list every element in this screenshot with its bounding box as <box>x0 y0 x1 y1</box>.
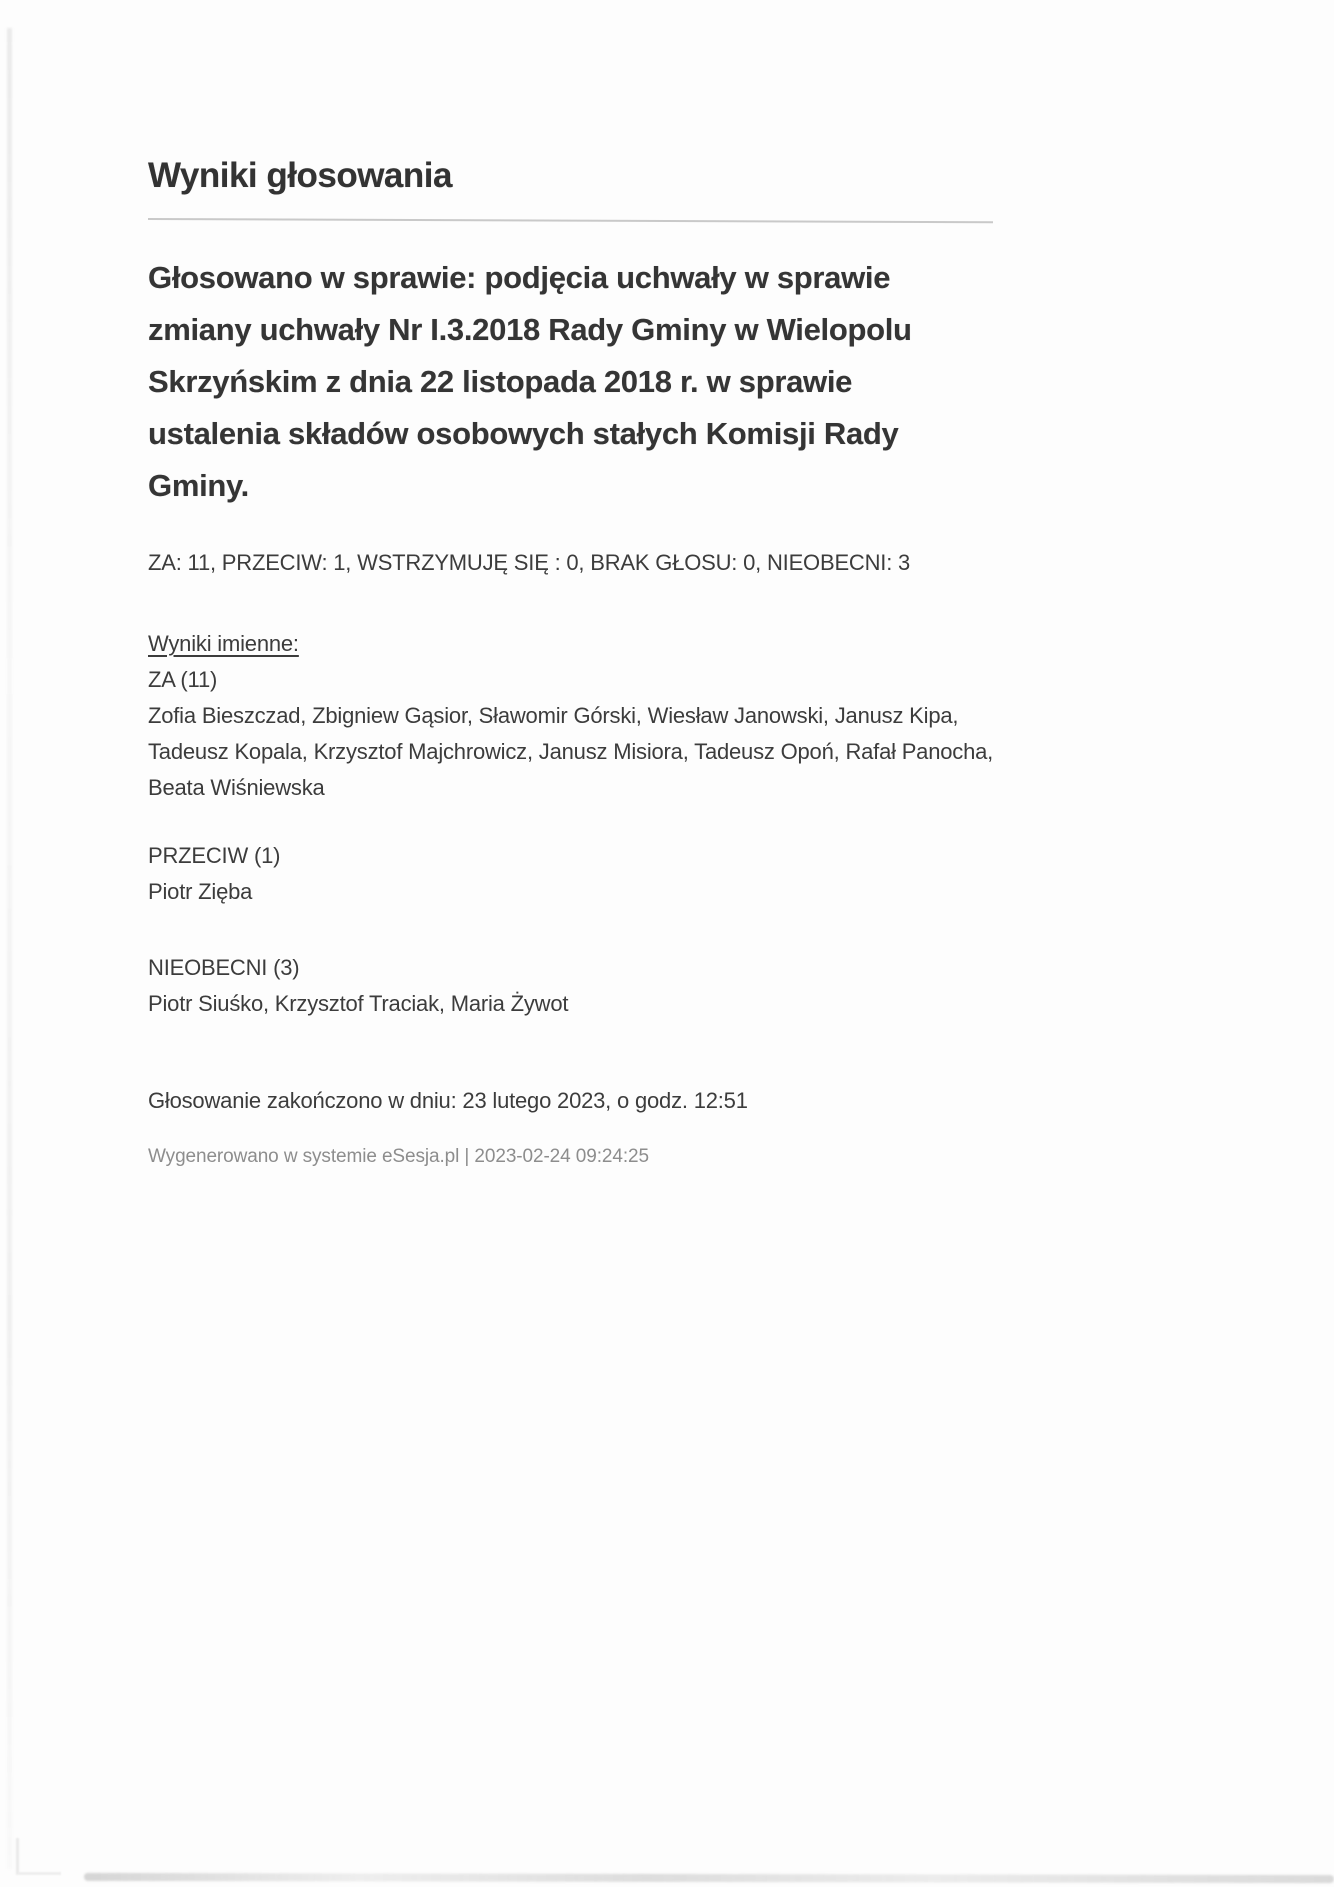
voter-names-line: Piotr Zięba <box>148 879 253 904</box>
voter-names-line: Zofia Bieszczad, Zbigniew Gąsior, Sławomir Górski, Wiesław Janowski, Janusz Kipa, <box>148 703 959 728</box>
vote-group-label: ZA (11) <box>148 667 218 692</box>
generated-footer: Wygenerowano w systemie eSesja.pl | 2023-02-24 09:24:25 <box>148 1146 649 1167</box>
vote-group-przeciw <box>148 838 1088 910</box>
voting-closed-timestamp: Głosowanie zakończono w dniu: 23 lutego 2023, o godz. 12:51 <box>148 1088 748 1113</box>
subject-line: zmiany uchwały Nr I.3.2018 Rady Gminy w Wielopolu <box>148 312 912 347</box>
subject-line: ustalenia składów osobowych stałych Komisji Rady <box>148 416 899 451</box>
scan-artifact-bottom-smudge <box>84 1873 1334 1883</box>
voter-names-line: Piotr Siuśko, Krzysztof Traciak, Maria Żywot <box>148 991 569 1016</box>
vote-group-label: NIEOBECNI (3) <box>148 955 300 980</box>
vote-tally-summary: ZA: 11, PRZECIW: 1, WSTRZYMUJĘ SIĘ : 0, BRAK GŁOSU: 0, NIEOBECNI: 3 <box>148 550 911 575</box>
vote-group-nieobecni <box>148 950 1088 1022</box>
title-divider <box>148 218 993 223</box>
document-content <box>148 0 1088 1168</box>
subject-line: Głosowano w sprawie: podjęcia uchwały w sprawie <box>148 260 891 295</box>
voter-names-line: Tadeusz Kopala, Krzysztof Majchrowicz, Janusz Misiora, Tadeusz Opoń, Rafał Panocha, <box>148 739 994 764</box>
scan-artifact-corner-mark <box>16 1838 61 1875</box>
voter-names-line: Beata Wiśniewska <box>148 775 325 800</box>
vote-group-za <box>148 662 1088 806</box>
named-results-heading: Wyniki imienne: <box>148 631 299 656</box>
page-title: Wyniki głosowania <box>148 156 452 195</box>
vote-group-label: PRZECIW (1) <box>148 843 281 868</box>
subject-line: Gminy. <box>148 468 249 503</box>
scan-artifact-left-edge <box>7 28 12 1869</box>
voting-subject <box>148 252 1088 512</box>
subject-line: Skrzyńskim z dnia 22 listopada 2018 r. w sprawie <box>148 364 853 399</box>
